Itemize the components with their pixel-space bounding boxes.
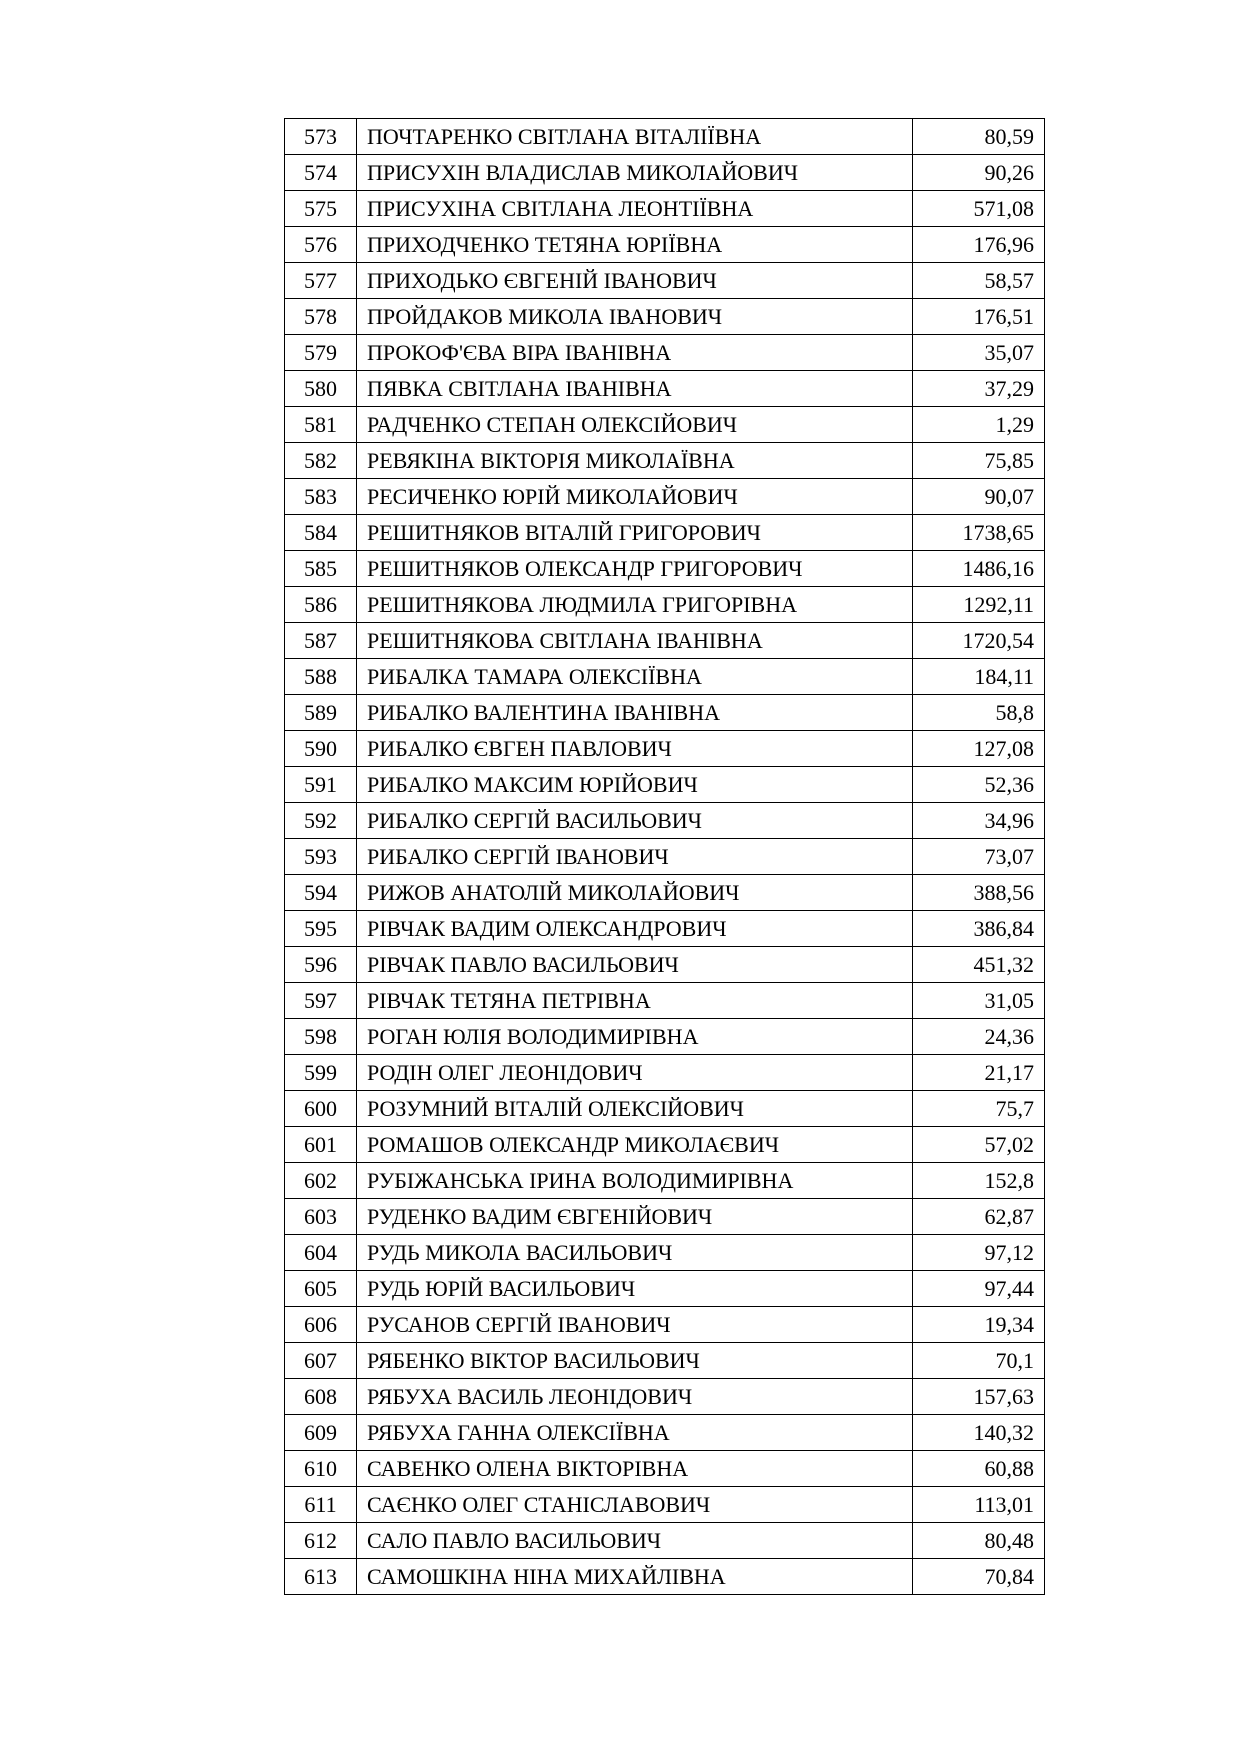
full-name-cell: РОЗУМНИЙ ВІТАЛІЙ ОЛЕКСІЙОВИЧ (357, 1091, 913, 1127)
full-name-cell: САМОШКІНА НІНА МИХАЙЛІВНА (357, 1559, 913, 1595)
table-row (285, 839, 1045, 875)
full-name-cell: РИБАЛКО ЄВГЕН ПАВЛОВИЧ (357, 731, 913, 767)
table-row (285, 551, 1045, 587)
records-table-body (285, 119, 1045, 1595)
table-row (285, 1127, 1045, 1163)
amount-cell: 571,08 (913, 191, 1045, 227)
table-row (285, 1307, 1045, 1343)
amount-cell: 57,02 (913, 1127, 1045, 1163)
table-row (285, 1019, 1045, 1055)
row-number-cell: 606 (285, 1307, 357, 1343)
amount-cell: 73,07 (913, 839, 1045, 875)
table-row (285, 947, 1045, 983)
amount-cell: 35,07 (913, 335, 1045, 371)
full-name-cell: САЛО ПАВЛО ВАСИЛЬОВИЧ (357, 1523, 913, 1559)
full-name-cell: ПРИХОДЧЕНКО ТЕТЯНА ЮРІЇВНА (357, 227, 913, 263)
full-name-cell: РЕСИЧЕНКО ЮРІЙ МИКОЛАЙОВИЧ (357, 479, 913, 515)
amount-cell: 184,11 (913, 659, 1045, 695)
table-row (285, 1379, 1045, 1415)
row-number-cell: 595 (285, 911, 357, 947)
amount-cell: 62,87 (913, 1199, 1045, 1235)
amount-cell: 451,32 (913, 947, 1045, 983)
full-name-cell: РЯБЕНКО ВІКТОР ВАСИЛЬОВИЧ (357, 1343, 913, 1379)
full-name-cell: ПОЧТАРЕНКО СВІТЛАНА ВІТАЛІЇВНА (357, 119, 913, 155)
row-number-cell: 598 (285, 1019, 357, 1055)
amount-cell: 75,85 (913, 443, 1045, 479)
row-number-cell: 576 (285, 227, 357, 263)
row-number-cell: 594 (285, 875, 357, 911)
amount-cell: 75,7 (913, 1091, 1045, 1127)
full-name-cell: РУДЬ МИКОЛА ВАСИЛЬОВИЧ (357, 1235, 913, 1271)
amount-cell: 157,63 (913, 1379, 1045, 1415)
row-number-cell: 597 (285, 983, 357, 1019)
table-row (285, 659, 1045, 695)
row-number-cell: 578 (285, 299, 357, 335)
row-number-cell: 574 (285, 155, 357, 191)
table-row (285, 407, 1045, 443)
full-name-cell: ПЯВКА СВІТЛАНА ІВАНІВНА (357, 371, 913, 407)
row-number-cell: 583 (285, 479, 357, 515)
full-name-cell: РЕШИТНЯКОВА ЛЮДМИЛА ГРИГОРІВНА (357, 587, 913, 623)
row-number-cell: 577 (285, 263, 357, 299)
table-row (285, 1163, 1045, 1199)
row-number-cell: 590 (285, 731, 357, 767)
full-name-cell: РОДІН ОЛЕГ ЛЕОНІДОВИЧ (357, 1055, 913, 1091)
table-row (285, 731, 1045, 767)
amount-cell: 1486,16 (913, 551, 1045, 587)
row-number-cell: 603 (285, 1199, 357, 1235)
row-number-cell: 579 (285, 335, 357, 371)
full-name-cell: РЯБУХА ВАСИЛЬ ЛЕОНІДОВИЧ (357, 1379, 913, 1415)
amount-cell: 1720,54 (913, 623, 1045, 659)
amount-cell: 1738,65 (913, 515, 1045, 551)
amount-cell: 52,36 (913, 767, 1045, 803)
full-name-cell: РУСАНОВ СЕРГІЙ ІВАНОВИЧ (357, 1307, 913, 1343)
row-number-cell: 611 (285, 1487, 357, 1523)
full-name-cell: РІВЧАК ТЕТЯНА ПЕТРІВНА (357, 983, 913, 1019)
amount-cell: 80,59 (913, 119, 1045, 155)
table-row (285, 299, 1045, 335)
row-number-cell: 585 (285, 551, 357, 587)
row-number-cell: 607 (285, 1343, 357, 1379)
table-row (285, 335, 1045, 371)
table-row (285, 623, 1045, 659)
amount-cell: 97,12 (913, 1235, 1045, 1271)
amount-cell: 140,32 (913, 1415, 1045, 1451)
amount-cell: 31,05 (913, 983, 1045, 1019)
table-row (285, 695, 1045, 731)
amount-cell: 24,36 (913, 1019, 1045, 1055)
amount-cell: 58,57 (913, 263, 1045, 299)
row-number-cell: 596 (285, 947, 357, 983)
table-row (285, 515, 1045, 551)
row-number-cell: 591 (285, 767, 357, 803)
row-number-cell: 575 (285, 191, 357, 227)
table-row (285, 1415, 1045, 1451)
table-row (285, 875, 1045, 911)
table-row (285, 119, 1045, 155)
row-number-cell: 602 (285, 1163, 357, 1199)
full-name-cell: РИБАЛКО ВАЛЕНТИНА ІВАНІВНА (357, 695, 913, 731)
full-name-cell: САВЕНКО ОЛЕНА ВІКТОРІВНА (357, 1451, 913, 1487)
row-number-cell: 587 (285, 623, 357, 659)
table-row (285, 983, 1045, 1019)
row-number-cell: 588 (285, 659, 357, 695)
row-number-cell: 604 (285, 1235, 357, 1271)
table-row (285, 1199, 1045, 1235)
row-number-cell: 586 (285, 587, 357, 623)
table-row (285, 155, 1045, 191)
row-number-cell: 605 (285, 1271, 357, 1307)
full-name-cell: ПРИХОДЬКО ЄВГЕНІЙ ІВАНОВИЧ (357, 263, 913, 299)
row-number-cell: 573 (285, 119, 357, 155)
amount-cell: 1292,11 (913, 587, 1045, 623)
full-name-cell: РОГАН ЮЛІЯ ВОЛОДИМИРІВНА (357, 1019, 913, 1055)
full-name-cell: РОМАШОВ ОЛЕКСАНДР МИКОЛАЄВИЧ (357, 1127, 913, 1163)
full-name-cell: РИБАЛКО МАКСИМ ЮРІЙОВИЧ (357, 767, 913, 803)
amount-cell: 388,56 (913, 875, 1045, 911)
table-row (285, 1055, 1045, 1091)
row-number-cell: 599 (285, 1055, 357, 1091)
table-row (285, 371, 1045, 407)
table-row (285, 1271, 1045, 1307)
row-number-cell: 589 (285, 695, 357, 731)
table-row (285, 587, 1045, 623)
amount-cell: 37,29 (913, 371, 1045, 407)
table-row (285, 767, 1045, 803)
table-row (285, 263, 1045, 299)
full-name-cell: САЄНКО ОЛЕГ СТАНІСЛАВОВИЧ (357, 1487, 913, 1523)
table-row (285, 911, 1045, 947)
amount-cell: 80,48 (913, 1523, 1045, 1559)
full-name-cell: РЕШИТНЯКОВА СВІТЛАНА ІВАНІВНА (357, 623, 913, 659)
amount-cell: 60,88 (913, 1451, 1045, 1487)
table-row (285, 191, 1045, 227)
amount-cell: 70,1 (913, 1343, 1045, 1379)
row-number-cell: 613 (285, 1559, 357, 1595)
amount-cell: 113,01 (913, 1487, 1045, 1523)
row-number-cell: 610 (285, 1451, 357, 1487)
amount-cell: 127,08 (913, 731, 1045, 767)
full-name-cell: ПРОЙДАКОВ МИКОЛА ІВАНОВИЧ (357, 299, 913, 335)
table-row (285, 1235, 1045, 1271)
amount-cell: 19,34 (913, 1307, 1045, 1343)
full-name-cell: РЯБУХА ГАННА ОЛЕКСІЇВНА (357, 1415, 913, 1451)
table-row (285, 1091, 1045, 1127)
amount-cell: 21,17 (913, 1055, 1045, 1091)
full-name-cell: РИБАЛКА ТАМАРА ОЛЕКСІЇВНА (357, 659, 913, 695)
table-row (285, 443, 1045, 479)
row-number-cell: 584 (285, 515, 357, 551)
amount-cell: 90,07 (913, 479, 1045, 515)
amount-cell: 176,96 (913, 227, 1045, 263)
amount-cell: 97,44 (913, 1271, 1045, 1307)
table-row (285, 1451, 1045, 1487)
amount-cell: 70,84 (913, 1559, 1045, 1595)
amount-cell: 386,84 (913, 911, 1045, 947)
table-row (285, 1343, 1045, 1379)
amount-cell: 152,8 (913, 1163, 1045, 1199)
records-table (284, 118, 1045, 1595)
full-name-cell: РІВЧАК ВАДИМ ОЛЕКСАНДРОВИЧ (357, 911, 913, 947)
amount-cell: 34,96 (913, 803, 1045, 839)
row-number-cell: 608 (285, 1379, 357, 1415)
row-number-cell: 600 (285, 1091, 357, 1127)
table-row (285, 803, 1045, 839)
row-number-cell: 601 (285, 1127, 357, 1163)
row-number-cell: 582 (285, 443, 357, 479)
full-name-cell: ПРИСУХІН ВЛАДИСЛАВ МИКОЛАЙОВИЧ (357, 155, 913, 191)
row-number-cell: 592 (285, 803, 357, 839)
table-row (285, 1487, 1045, 1523)
full-name-cell: РЕВЯКІНА ВІКТОРІЯ МИКОЛАЇВНА (357, 443, 913, 479)
full-name-cell: ПРОКОФ'ЄВА ВІРА ІВАНІВНА (357, 335, 913, 371)
row-number-cell: 612 (285, 1523, 357, 1559)
full-name-cell: РИЖОВ АНАТОЛІЙ МИКОЛАЙОВИЧ (357, 875, 913, 911)
full-name-cell: РУБІЖАНСЬКА ІРИНА ВОЛОДИМИРІВНА (357, 1163, 913, 1199)
full-name-cell: ПРИСУХІНА СВІТЛАНА ЛЕОНТІЇВНА (357, 191, 913, 227)
full-name-cell: РАДЧЕНКО СТЕПАН ОЛЕКСІЙОВИЧ (357, 407, 913, 443)
row-number-cell: 580 (285, 371, 357, 407)
full-name-cell: РЕШИТНЯКОВ ОЛЕКСАНДР ГРИГОРОВИЧ (357, 551, 913, 587)
amount-cell: 176,51 (913, 299, 1045, 335)
full-name-cell: РІВЧАК ПАВЛО ВАСИЛЬОВИЧ (357, 947, 913, 983)
amount-cell: 90,26 (913, 155, 1045, 191)
full-name-cell: РИБАЛКО СЕРГІЙ ІВАНОВИЧ (357, 839, 913, 875)
amount-cell: 58,8 (913, 695, 1045, 731)
row-number-cell: 609 (285, 1415, 357, 1451)
table-row (285, 1523, 1045, 1559)
full-name-cell: РУДЬ ЮРІЙ ВАСИЛЬОВИЧ (357, 1271, 913, 1307)
table-row (285, 479, 1045, 515)
full-name-cell: РУДЕНКО ВАДИМ ЄВГЕНІЙОВИЧ (357, 1199, 913, 1235)
table-row (285, 227, 1045, 263)
amount-cell: 1,29 (913, 407, 1045, 443)
full-name-cell: РЕШИТНЯКОВ ВІТАЛІЙ ГРИГОРОВИЧ (357, 515, 913, 551)
table-row (285, 1559, 1045, 1595)
row-number-cell: 593 (285, 839, 357, 875)
row-number-cell: 581 (285, 407, 357, 443)
full-name-cell: РИБАЛКО СЕРГІЙ ВАСИЛЬОВИЧ (357, 803, 913, 839)
